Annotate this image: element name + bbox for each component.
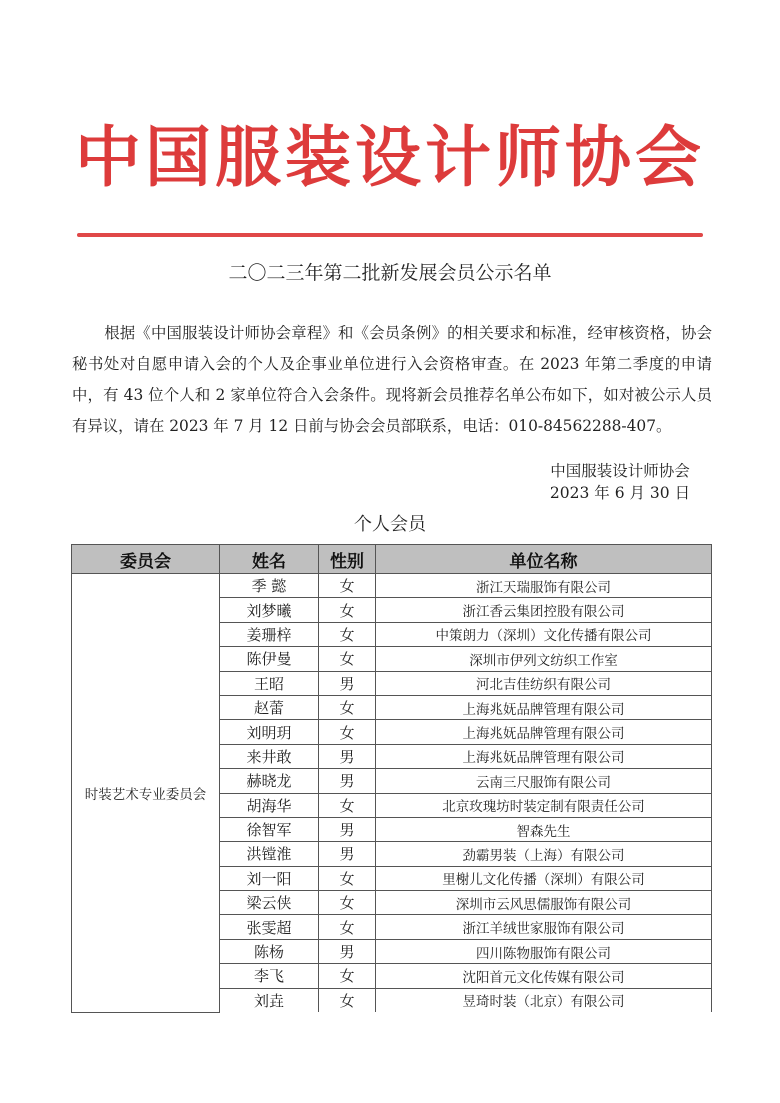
letterhead-logo: 中国服装设计师协会 [75,119,705,196]
company-cell: 河北吉佳纺织有限公司 [376,671,712,695]
company-cell: 昱琦时装（北京）有限公司 [376,988,712,1012]
announcement-paragraph [72,318,712,442]
table-body [72,574,712,1013]
committee-cell: 时装艺术专业委员会 [72,574,220,1013]
name-cell: 刘梦曦 [220,598,319,622]
name-cell: 姜珊梓 [220,622,319,646]
company-cell: 沈阳首元文化传媒有限公司 [376,964,712,988]
company-cell: 上海兆妩品牌管理有限公司 [376,720,712,744]
gender-cell: 女 [319,720,376,744]
name-cell: 刘一阳 [220,866,319,890]
signature-block [520,460,720,504]
company-cell: 上海兆妩品牌管理有限公司 [376,695,712,719]
announcement-text: 根据《中国服装设计师协会章程》和《会员条例》的相关要求和标准，经审核资格，协会秘书处对自愿申请入会的个人及企事业单位进行入会资格审查。在 2023 年第二季度的申请中，有 43 位个人和 2 家单位符合入会条件。现将新会员推荐名单公布如下，如对被公示人员有异议，请在 2023 年 7 月 12 日前与协会会员部联系，电话：010-84562288-407。 [72,324,712,435]
gender-cell: 男 [319,817,376,841]
name-cell: 季 懿 [220,574,319,598]
gender-cell: 女 [319,915,376,939]
company-cell: 里榭儿文化传播（深圳）有限公司 [376,866,712,890]
gender-cell: 女 [319,988,376,1012]
name-cell: 陈杨 [220,939,319,963]
header-gender: 性别 [319,545,376,574]
table-header-row [72,545,712,574]
company-cell: 浙江天瑞服饰有限公司 [376,574,712,598]
company-cell: 劲霸男装（上海）有限公司 [376,842,712,866]
gender-cell: 女 [319,793,376,817]
gender-cell: 女 [319,598,376,622]
gender-cell: 女 [319,891,376,915]
company-cell: 北京玫瑰坊时装定制有限责任公司 [376,793,712,817]
gender-cell: 男 [319,939,376,963]
letterhead-divider [77,233,703,237]
gender-cell: 女 [319,647,376,671]
name-cell: 来井敢 [220,744,319,768]
company-cell: 深圳市伊列文纺织工作室 [376,647,712,671]
signature-date: 2023 年 6 月 30 日 [549,484,691,502]
gender-cell: 女 [319,866,376,890]
name-cell: 陈伊曼 [220,647,319,671]
name-cell: 赵蕾 [220,695,319,719]
company-cell: 浙江香云集团控股有限公司 [376,598,712,622]
name-cell: 赫晓龙 [220,769,319,793]
gender-cell: 女 [319,622,376,646]
gender-cell: 女 [319,964,376,988]
name-cell: 洪镗淮 [220,842,319,866]
company-cell: 浙江羊绒世家服饰有限公司 [376,915,712,939]
name-cell: 张雯超 [220,915,319,939]
name-cell: 王昭 [220,671,319,695]
company-cell: 智森先生 [376,817,712,841]
header-name: 姓名 [220,545,319,574]
name-cell: 徐智军 [220,817,319,841]
document-title: 二〇二三年第二批新发展会员公示名单 [228,262,552,284]
name-cell: 李飞 [220,964,319,988]
company-cell: 深圳市云风思儒服饰有限公司 [376,891,712,915]
header-company: 单位名称 [376,545,712,574]
gender-cell: 男 [319,769,376,793]
gender-cell: 女 [319,574,376,598]
company-cell: 中策朗力（深圳）文化传播有限公司 [376,622,712,646]
company-cell: 云南三尺服饰有限公司 [376,769,712,793]
section-title: 个人会员 [354,514,426,535]
name-cell: 刘明玥 [220,720,319,744]
gender-cell: 男 [319,744,376,768]
name-cell: 梁云侠 [220,891,319,915]
name-cell: 刘垚 [220,988,319,1012]
gender-cell: 女 [319,695,376,719]
header-committee: 委员会 [72,545,220,574]
name-cell: 胡海华 [220,793,319,817]
gender-cell: 男 [319,671,376,695]
company-cell: 上海兆妩品牌管理有限公司 [376,744,712,768]
gender-cell: 男 [319,842,376,866]
members-table [71,544,712,1013]
table-row [72,574,712,598]
company-cell: 四川陈物服饰有限公司 [376,939,712,963]
signature-org: 中国服装设计师协会 [550,462,690,480]
